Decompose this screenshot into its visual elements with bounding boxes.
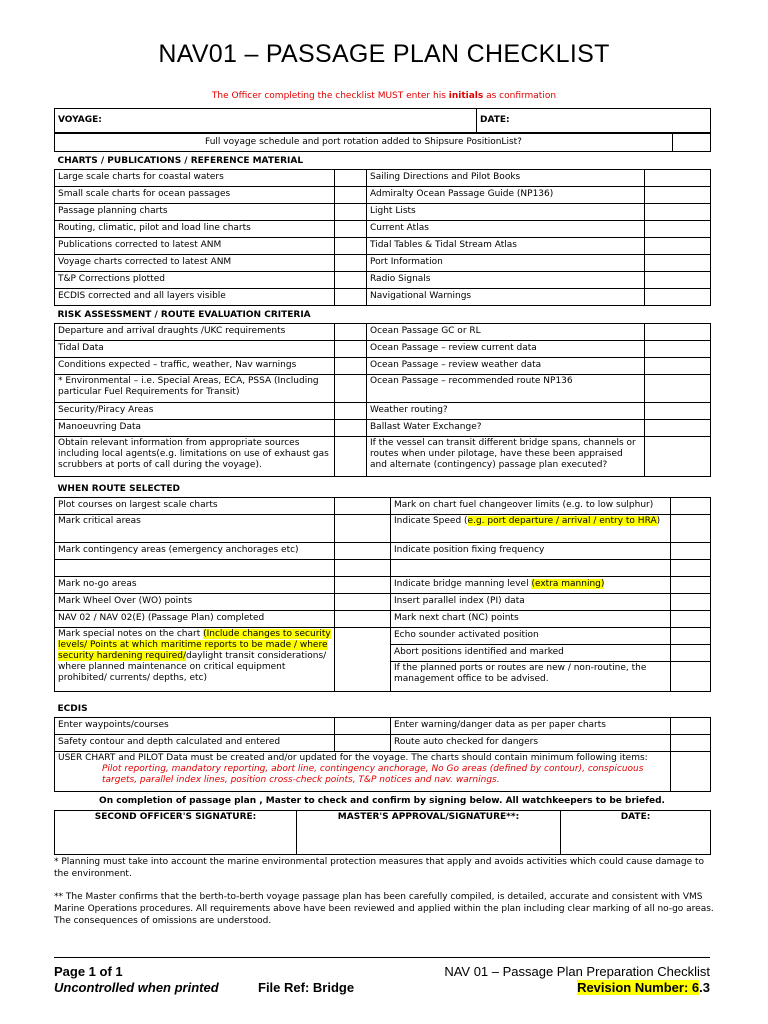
schedule-question: Full voyage schedule and port rotation added to Shipsure PositionList? bbox=[55, 134, 673, 152]
initials-box[interactable] bbox=[335, 717, 391, 734]
check-item: Security/Piracy Areas bbox=[55, 402, 335, 419]
initials-box[interactable] bbox=[645, 374, 711, 402]
check-item: Radio Signals bbox=[367, 271, 645, 288]
initials-box[interactable] bbox=[335, 323, 367, 340]
initials-box[interactable] bbox=[645, 203, 711, 220]
page-title: NAV01 – PASSAGE PLAN CHECKLIST bbox=[158, 40, 610, 68]
section-header: CHARTS / PUBLICATIONS / REFERENCE MATERIAL bbox=[57, 155, 304, 166]
check-item: Port Information bbox=[367, 254, 645, 271]
environmental-note: * Planning must take into account the marine environmental protection measures that apply and avoids activities which could cause damage to the environment. bbox=[54, 857, 705, 879]
initials-box[interactable] bbox=[645, 402, 711, 419]
initials-box[interactable] bbox=[335, 559, 391, 576]
check-item: Ocean Passage – review current data bbox=[367, 340, 645, 357]
check-item: Routing, climatic, pilot and load line charts bbox=[55, 220, 335, 237]
revision-number: Revision Number: 6.3 bbox=[577, 980, 710, 995]
initials-box[interactable] bbox=[335, 271, 367, 288]
initials-box[interactable] bbox=[645, 254, 711, 271]
initials-box[interactable] bbox=[671, 576, 711, 593]
voyage-label[interactable]: VOYAGE: bbox=[55, 109, 477, 133]
initials-box[interactable] bbox=[335, 497, 391, 514]
initials-box[interactable] bbox=[645, 436, 711, 476]
voyage-table bbox=[54, 108, 711, 133]
master-signature[interactable]: MASTER'S APPROVAL/SIGNATURE**: bbox=[297, 811, 561, 855]
initials-box[interactable] bbox=[645, 340, 711, 357]
master-confirmation-note: ** The Master confirms that the berth-to-berth voyage passage plan has been carefully compiled, is detailed, accurate and consistent with VMS Marine Operations procedures. All requirements above have been reviewed and applied within the plan including clear marking of all no-go areas. The consequences of omissions are understood. bbox=[54, 892, 714, 926]
user-chart-requirements: USER CHART and PILOT Data must be created and/or updated for the voyage. The charts should contain minimum following items: Pilot reporting, mandatory reporting, abort line, contingency anchorage, No Go areas (defined by contour), conspicuous targets, parallel index lines, position cross-check points, T&P notices and nav. warnings. bbox=[55, 751, 671, 791]
check-item: Current Atlas bbox=[367, 220, 645, 237]
check-item: * Environmental – i.e. Special Areas, ECA, PSSA (Including particular Fuel Requirements for Transit) bbox=[55, 374, 335, 402]
initials-box[interactable] bbox=[645, 419, 711, 436]
initials-box[interactable] bbox=[335, 402, 367, 419]
check-item: Light Lists bbox=[367, 203, 645, 220]
check-item: Sailing Directions and Pilot Books bbox=[367, 169, 645, 186]
initials-box[interactable] bbox=[671, 751, 711, 791]
file-ref: File Ref: Bridge bbox=[258, 980, 355, 995]
section-header: RISK ASSESSMENT / ROUTE EVALUATION CRITERIA bbox=[57, 309, 311, 320]
check-item: Conditions expected – traffic, weather, Nav warnings bbox=[55, 357, 335, 374]
check-item: If the planned ports or routes are new / non-routine, the management office to be advised. bbox=[391, 661, 671, 691]
check-item: Ballast Water Exchange? bbox=[367, 419, 645, 436]
initials-box[interactable] bbox=[671, 661, 711, 691]
completion-instruction: On completion of passage plan , Master to check and confirm by signing below. All watchkeepers to be briefed. bbox=[99, 796, 665, 806]
initials-box[interactable] bbox=[645, 271, 711, 288]
check-item: Tidal Data bbox=[55, 340, 335, 357]
route-section bbox=[54, 481, 711, 692]
check-item: Manoeuvring Data bbox=[55, 419, 335, 436]
initials-box[interactable] bbox=[335, 220, 367, 237]
initials-box[interactable] bbox=[335, 593, 391, 610]
initials-box[interactable] bbox=[335, 734, 391, 751]
initials-box[interactable] bbox=[335, 340, 367, 357]
check-item: Obtain relevant information from appropriate sources including local agents(e.g. limitations on use of exhaust gas scrubbers at ports of call during the voyage). bbox=[55, 436, 335, 476]
section-header: ECDIS bbox=[57, 703, 88, 714]
check-item: Departure and arrival draughts /UKC requirements bbox=[55, 323, 335, 340]
check-item: Enter waypoints/courses bbox=[55, 717, 335, 734]
initials-box[interactable] bbox=[671, 593, 711, 610]
check-item: Tidal Tables & Tidal Stream Atlas bbox=[367, 237, 645, 254]
check-item: Ocean Passage – review weather data bbox=[367, 357, 645, 374]
schedule-table bbox=[54, 133, 711, 152]
check-item: Mark on chart fuel changeover limits (e.g. to low sulphur) bbox=[391, 497, 671, 514]
initials-box[interactable] bbox=[335, 169, 367, 186]
check-item: ECDIS corrected and all layers visible bbox=[55, 288, 335, 305]
ecdis-section bbox=[54, 701, 711, 792]
risk-section bbox=[54, 307, 711, 477]
instruction-note: The Officer completing the checklist MUST enter his initials as confirmation bbox=[211, 91, 557, 101]
uncontrolled-note: Uncontrolled when printed bbox=[54, 980, 219, 995]
charts-section bbox=[54, 153, 711, 306]
section-header: WHEN ROUTE SELECTED bbox=[57, 483, 180, 494]
initials-box[interactable] bbox=[645, 323, 711, 340]
signature-date[interactable]: DATE: bbox=[561, 811, 711, 855]
check-item: Mark critical areas bbox=[55, 514, 335, 542]
check-item: Enter warning/danger data as per paper charts bbox=[391, 717, 671, 734]
check-item: Ocean Passage – recommended route NP136 bbox=[367, 374, 645, 402]
check-item: Weather routing? bbox=[367, 402, 645, 419]
initials-box[interactable] bbox=[335, 627, 391, 691]
check-item: Route auto checked for dangers bbox=[391, 734, 671, 751]
initials-box[interactable] bbox=[335, 357, 367, 374]
initials-box[interactable] bbox=[335, 186, 367, 203]
check-item bbox=[55, 559, 335, 576]
initials-box[interactable] bbox=[645, 186, 711, 203]
check-item bbox=[391, 559, 671, 576]
check-item: Voyage charts corrected to latest ANM bbox=[55, 254, 335, 271]
initials-box[interactable] bbox=[671, 514, 711, 542]
initials-box[interactable] bbox=[335, 542, 391, 559]
check-item: Publications corrected to latest ANM bbox=[55, 237, 335, 254]
document-title: NAV 01 – Passage Plan Preparation Checklist bbox=[444, 964, 710, 979]
check-item: Abort positions identified and marked bbox=[391, 644, 671, 661]
check-item: T&P Corrections plotted bbox=[55, 271, 335, 288]
initials-box[interactable] bbox=[671, 497, 711, 514]
page-number: Page 1 of 1 bbox=[54, 964, 123, 979]
check-item: Insert parallel index (PI) data bbox=[391, 593, 671, 610]
check-item: NAV 02 / NAV 02(E) (Passage Plan) completed bbox=[55, 610, 335, 627]
initials-box[interactable] bbox=[335, 436, 367, 476]
initials-box[interactable] bbox=[335, 419, 367, 436]
check-item: Indicate Speed (e.g. port departure / arrival / entry to HRA) bbox=[391, 514, 671, 542]
initials-box[interactable] bbox=[671, 610, 711, 627]
initials-box[interactable] bbox=[671, 627, 711, 644]
check-item: If the vessel can transit different bridge spans, channels or routes when under pilotage, have these been appraised and alternate (contingency) passage plan executed? bbox=[367, 436, 645, 476]
initials-box[interactable] bbox=[645, 169, 711, 186]
initials-box[interactable] bbox=[335, 610, 391, 627]
check-item: Mark Wheel Over (WO) points bbox=[55, 593, 335, 610]
check-item: Mark no-go areas bbox=[55, 576, 335, 593]
initials-box[interactable] bbox=[335, 374, 367, 402]
initials-box[interactable] bbox=[335, 254, 367, 271]
check-item: Indicate position fixing frequency bbox=[391, 542, 671, 559]
footer-divider bbox=[54, 957, 710, 958]
signature-table bbox=[54, 810, 711, 855]
initials-box[interactable] bbox=[671, 734, 711, 751]
initials-box[interactable] bbox=[645, 357, 711, 374]
initials-box[interactable] bbox=[673, 134, 711, 152]
initials-box[interactable] bbox=[671, 542, 711, 559]
check-item: Echo sounder activated position bbox=[391, 627, 671, 644]
initials-box[interactable] bbox=[645, 288, 711, 305]
initials-box[interactable] bbox=[335, 237, 367, 254]
check-item: Mark contingency areas (emergency anchorages etc) bbox=[55, 542, 335, 559]
initials-box[interactable] bbox=[671, 559, 711, 576]
check-item: Passage planning charts bbox=[55, 203, 335, 220]
check-item: Ocean Passage GC or RL bbox=[367, 323, 645, 340]
initials-box[interactable] bbox=[335, 576, 391, 593]
check-item: Admiralty Ocean Passage Guide (NP136) bbox=[367, 186, 645, 203]
initials-box[interactable] bbox=[671, 717, 711, 734]
check-item: Navigational Warnings bbox=[367, 288, 645, 305]
check-item: Indicate bridge manning level (extra manning) bbox=[391, 576, 671, 593]
second-officer-signature[interactable]: SECOND OFFICER'S SIGNATURE: bbox=[55, 811, 297, 855]
check-item: Mark next chart (NC) points bbox=[391, 610, 671, 627]
check-item: Safety contour and depth calculated and entered bbox=[55, 734, 335, 751]
initials-box[interactable] bbox=[671, 644, 711, 661]
check-item-special-notes: Mark special notes on the chart (Include changes to security levels/ Points at which maritime reports to be made / where security hardening required/daylight transit considerations/ where planned maintenance on critical equipment prohibited/ currents/ depths, etc) bbox=[55, 627, 335, 691]
initials-box[interactable] bbox=[645, 220, 711, 237]
initials-box[interactable] bbox=[335, 514, 391, 542]
check-item: Plot courses on largest scale charts bbox=[55, 497, 335, 514]
initials-box[interactable] bbox=[645, 237, 711, 254]
initials-box[interactable] bbox=[335, 288, 367, 305]
check-item: Large scale charts for coastal waters bbox=[55, 169, 335, 186]
check-item: Small scale charts for ocean passages bbox=[55, 186, 335, 203]
date-label[interactable]: DATE: bbox=[477, 109, 711, 133]
initials-box[interactable] bbox=[335, 203, 367, 220]
